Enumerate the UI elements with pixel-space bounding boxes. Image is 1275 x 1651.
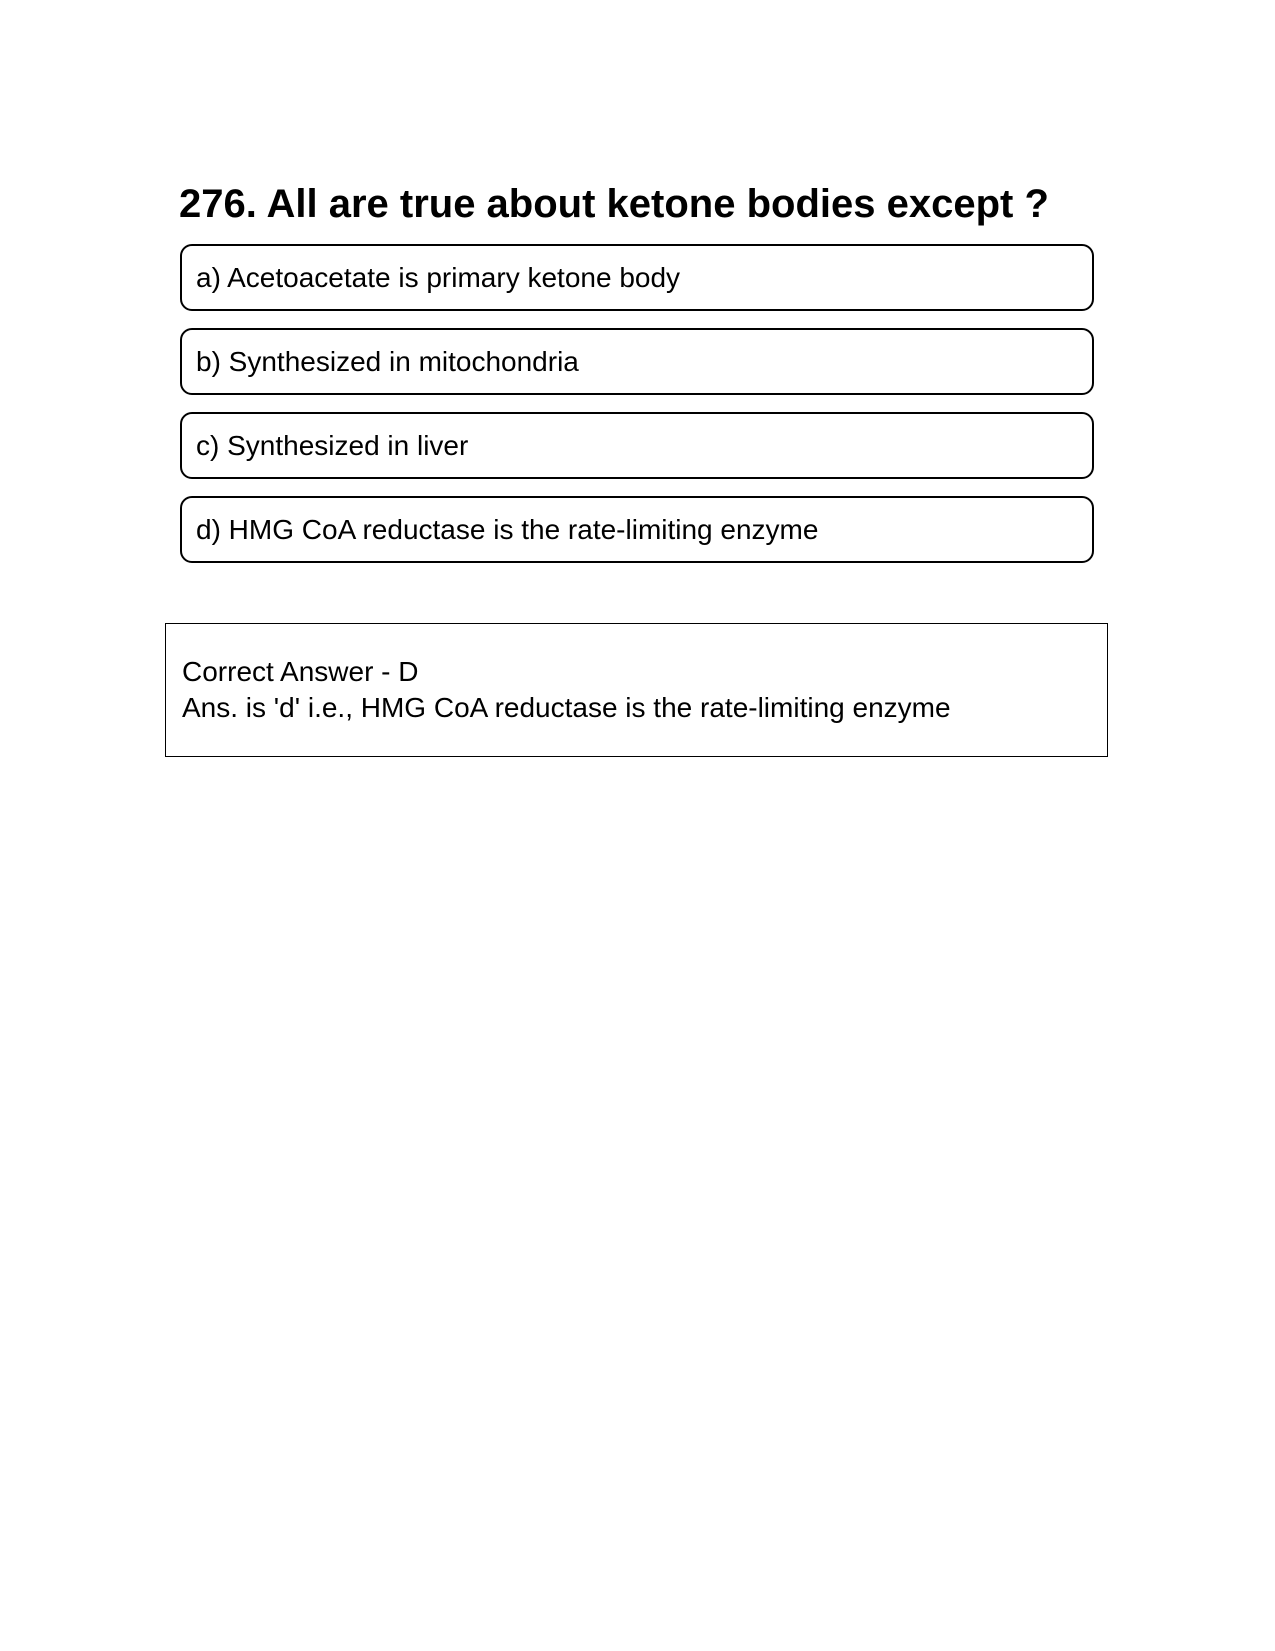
- option-d[interactable]: d) HMG CoA reductase is the rate-limiting enzyme: [180, 496, 1094, 563]
- answer-explanation: Ans. is 'd' i.e., HMG CoA reductase is the rate-limiting enzyme: [182, 692, 951, 723]
- option-c[interactable]: c) Synthesized in liver: [180, 412, 1094, 479]
- answer-box: [165, 623, 1108, 757]
- option-b[interactable]: b) Synthesized in mitochondria: [180, 328, 1094, 395]
- option-a[interactable]: a) Acetoacetate is primary ketone body: [180, 244, 1094, 311]
- question-title: 276. All are true about ketone bodies except ?: [179, 182, 1049, 226]
- correct-answer-label: Correct Answer - D: [182, 656, 419, 687]
